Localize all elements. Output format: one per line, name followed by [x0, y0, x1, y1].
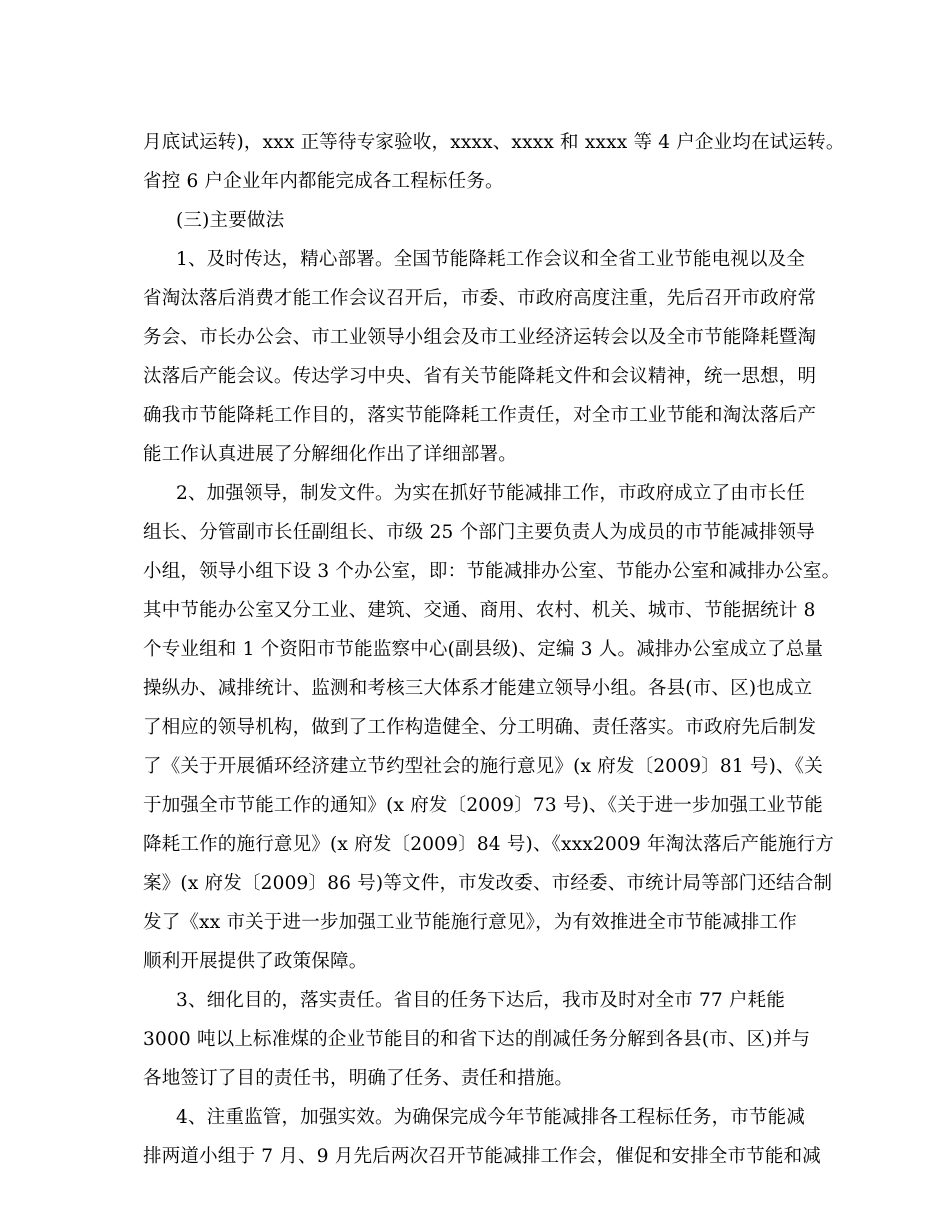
- text-line: 月底试运转)，xxx 正等待专家验收，xxxx、xxxx 和 xxxx 等 4 户企业均在试运转。: [143, 132, 845, 153]
- paragraph-start: 1、及时传达，精心部署。全国节能降耗工作会议和全省工业节能电视以及全: [176, 249, 806, 270]
- text-line: 其中节能办公室又分工业、建筑、交通、商用、农村、机关、城市、节能据统计 8: [143, 600, 816, 621]
- text-line: 操纵办、减排统计、监测和考核三大体系才能建立领导小组。各县(市、区)也成立: [143, 678, 813, 699]
- paragraph-start: 3、细化目的，落实责任。省目的任务下达后，我市及时对全市 77 户耗能: [176, 990, 786, 1011]
- text-line: 了相应的领导机构，做到了工作构造健全、分工明确、责任落实。市政府先后制发: [143, 717, 817, 738]
- section-heading: (三)主要做法: [176, 210, 285, 231]
- text-line: 省淘汰落后消费才能工作会议召开后，市委、市政府高度注重，先后召开市政府常: [143, 288, 817, 309]
- text-line: 顺利开展提供了政策保障。: [143, 951, 368, 972]
- text-line: 3000 吨以上标准煤的企业节能目的和省下达的削减任务分解到各县(市、区)并与: [143, 1029, 811, 1050]
- text-line: 组长、分管副市长任副组长、市级 25 个部门主要负责人为成员的市节能减排领导: [143, 522, 815, 543]
- text-line: 确我市节能降耗工作目的，落实节能降耗工作责任，对全市工业节能和淘汰落后产: [143, 405, 817, 426]
- text-line: 省控 6 户企业年内都能完成各工程标任务。: [143, 171, 504, 192]
- text-line: 了《关于开展循环经济建立节约型社会的施行意见》(x 府发〔2009〕81 号)、《关: [143, 756, 823, 777]
- text-line: 务会、市长办公会、市工业领导小组会及市工业经济运转会以及全市节能降耗暨淘: [143, 327, 817, 348]
- text-line: 降耗工作的施行意见》(x 府发〔2009〕84 号)、《xxx2009 年淘汰落后产能施行方: [143, 834, 834, 855]
- text-line: 各地签订了目的责任书，明确了任务、责任和措施。: [143, 1068, 574, 1089]
- text-line: 个专业组和 1 个资阳市节能监察中心(副县级)、定编 3 人。减排办公室成立了总量: [143, 639, 824, 660]
- text-line: 于加强全市节能工作的通知》(x 府发〔2009〕73 号)、《关于进一步加强工业节能: [143, 795, 823, 816]
- text-line: 排两道小组于 7 月、9 月先后两次召开节能减排工作会，催促和安排全市节能和减: [143, 1146, 821, 1167]
- paragraph-start: 2、加强领导，制发文件。为实在抓好节能减排工作，市政府成立了由市长任: [176, 483, 806, 504]
- text-line: 能工作认真进展了分解细化作出了详细部署。: [143, 444, 518, 465]
- text-line: 发了《xx 市关于进一步加强工业节能施行意见》，为有效推进全市节能减排工作: [143, 912, 797, 933]
- text-line: 案》(x 府发〔2009〕86 号)等文件，市发改委、市经委、市统计局等部门还结合制: [143, 873, 833, 894]
- text-line: 小组，领导小组下设 3 个办公室，即：节能减排办公室、节能办公室和减排办公室。: [143, 561, 841, 582]
- paragraph-start: 4、注重监管，加强实效。为确保完成今年节能减排各工程标任务，市节能减: [176, 1107, 806, 1128]
- text-line: 汰落后产能会议。传达学习中央、省有关节能降耗文件和会议精神，统一思想，明: [143, 366, 817, 387]
